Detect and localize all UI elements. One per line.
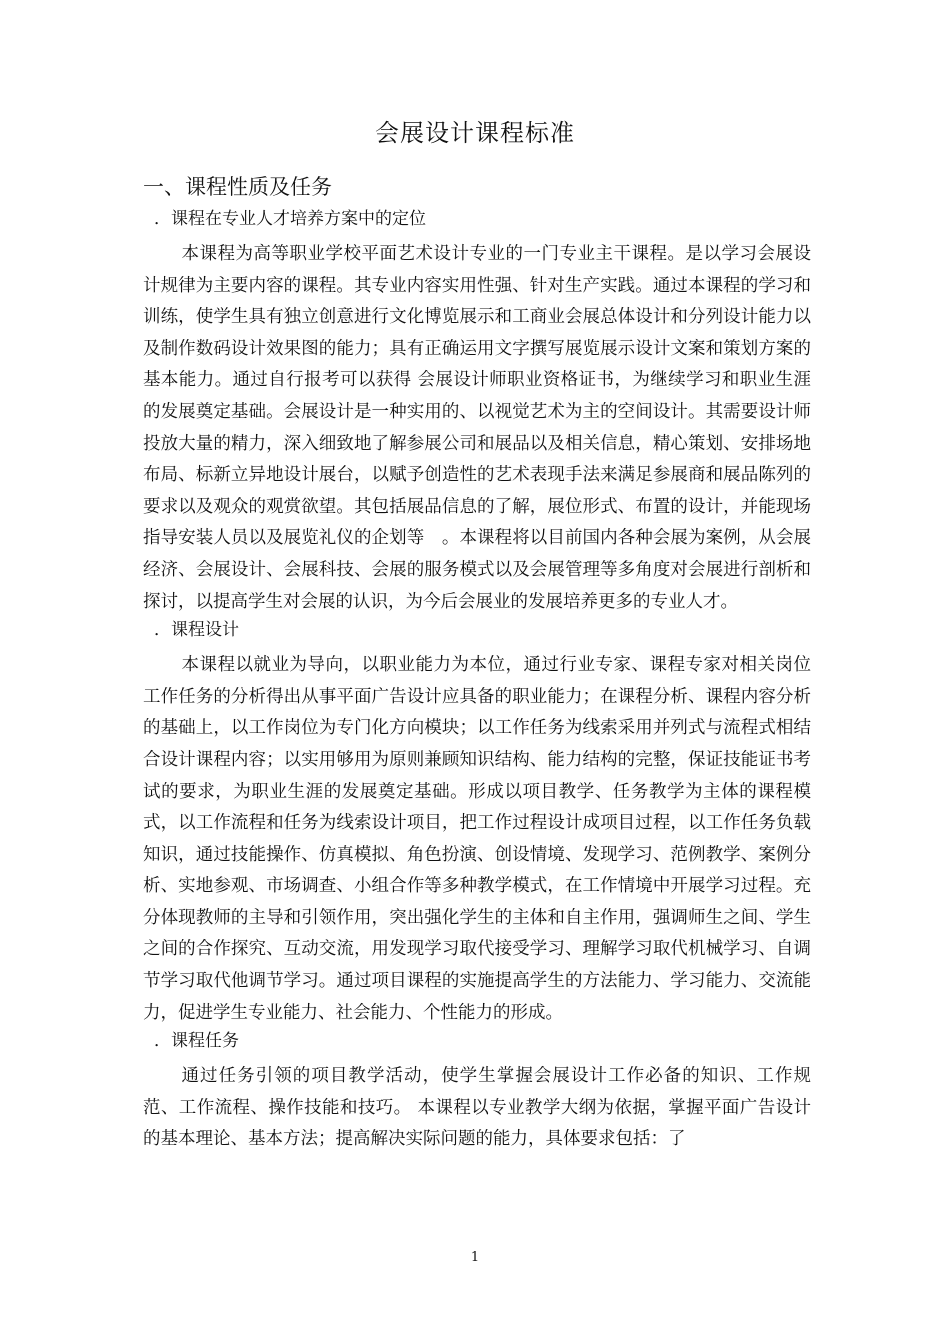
section-heading: 一、课程性质及任务 bbox=[143, 175, 332, 199]
paragraph-positioning: 本课程为高等职业学校平面艺术设计专业的一门专业主干课程。是以学习会展设计规律为主要内容的课程。其专业内容实用性强、针对生产实践。通过本课程的学习和训练，使学生具有独立创意进行文化博览展示和工商业会展总体设计和分列设计能力以及制作数码设计效果图的能力；具有正确运用文字撰写展览展示设计文案和策划方案的基本能力。通过自行报考可以获得 会展设计师职业资格证书，为继续学习和职业生涯的发展奠定基础。会展设计是一种实用的、以视觉艺术为主的空间设计。其需要设计师投放大量的精力，深入细致地了解参展公司和展品以及相关信息，精心策划、安排场地布局、标新立异地设计展台，以赋予创造性的艺术表现手法来满足参展商和展品陈列的要求以及观众的观赏欲望。其包括展品信息的了解，展位形式、布置的设计，并能现场指导安装人员以及展览礼仪的企划等 。本课程将以目前国内各种会展为案例，从会展经济、会展设计、会展科技、会展的服务模式以及会展管理等多角度对会展进行剖析和探讨，以提高学生对会展的认识，为今后会展业的发展培养更多的专业人才。 bbox=[143, 244, 811, 612]
subsection-heading-course-design: ．课程设计 bbox=[154, 620, 239, 641]
paragraph-course-tasks: 通过任务引领的项目教学活动，使学生掌握会展设计工作必备的知识、工作规范、工作流程、操作技能和技巧。 本课程以专业教学大纲为依据，掌握平面广告设计的基本理论、基本方法；提高解决实际问题的能力，具体要求包括：了 bbox=[143, 1066, 811, 1150]
subsection-heading-positioning: ．课程在专业人才培养方案中的定位 bbox=[154, 209, 426, 229]
document-title: 会展设计课程标准 bbox=[375, 119, 575, 147]
paragraph-course-design: 本课程以就业为导向，以职业能力为本位，通过行业专家、课程专家对相关岗位工作任务的分析得出从事平面广告设计应具备的职业能力；在课程分析、课程内容分析的基础上，以工作岗位为专门化方向模块；以工作任务为线索采用并列式与流程式相结合设计课程内容；以实用够用为原则兼顾知识结构、能力结构的完整，保证技能证书考试的要求，为职业生涯的发展奠定基础。形成以项目教学、任务教学为主体的课程模式，以工作流程和任务为线索设计项目，把工作过程设计成项目过程，以工作任务负载知识，通过技能操作、仿真模拟、角色扮演、创设情境、发现学习、范例教学、案例分析、实地参观、市场调查、小组合作等多种教学模式，在工作情境中开展学习过程。充分体现教师的主导和引领作用，突出强化学生的主体和自主作用，强调师生之间、学生之间的合作探究、互动交流，用发现学习取代接受学习、理解学习取代机械学习、自调节学习取代他调节学习。通过项目课程的实施提高学生的方法能力、学习能力、交流能力，促进学生专业能力、社会能力、个性能力的形成。 bbox=[143, 655, 811, 1023]
document-body bbox=[143, 207, 811, 1156]
page-number: 1 bbox=[470, 1250, 480, 1265]
subsection-heading-course-tasks: ．课程任务 bbox=[154, 1031, 239, 1052]
